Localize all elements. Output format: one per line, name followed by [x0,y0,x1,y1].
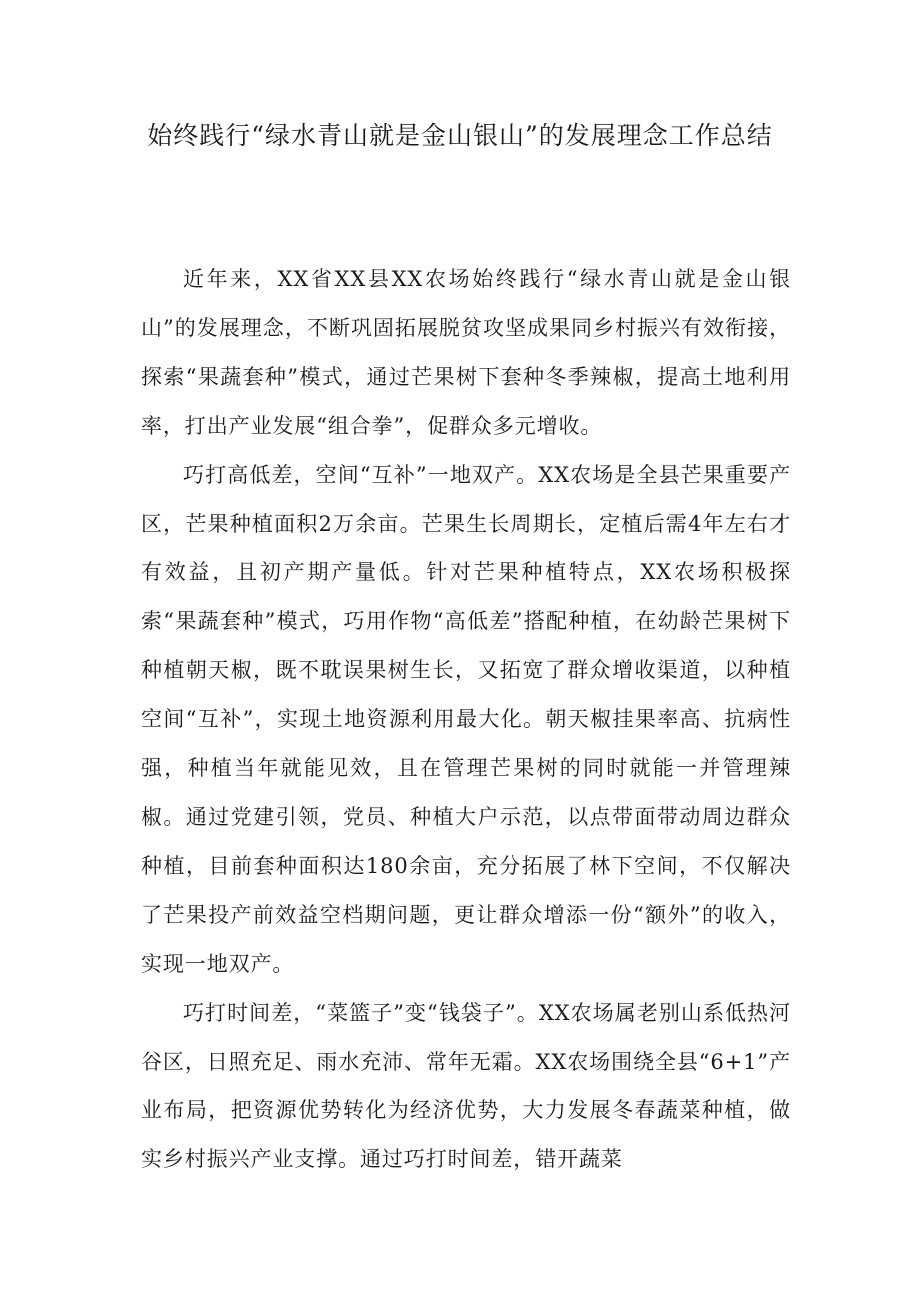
paragraph-intro: 近年来，XX省XX县XX农场始终践行“绿水青山就是金山银山”的发展理念，不断巩固拓展脱贫攻坚成果同乡村振兴有效衔接，探索“果蔬套种”模式，通过芒果树下套种冬季辣椒，提高土地利用率，打出产业发展“组合拳”，促群众多元增收。 [141,267,791,438]
document-body [141,255,791,1184]
paragraph-time-difference: 巧打时间差，“菜篮子”变“钱袋子”。XX农场属老别山系低热河谷区，日照充足、雨水充沛、常年无霜。XX农场围绕全县“6+1”产业布局，把资源优势转化为经济优势，大力发展冬春蔬菜种植，做实乡村振兴产业支撑。通过巧打时间差，错开蔬菜 [141,1000,791,1172]
paragraph-height-difference: 巧打高低差，空间“互补”一地双产。XX农场是全县芒果重要产区，芒果种植面积2万余亩。芒果生长周期长，定植后需4年左右才有效益，且初产期产量低。针对芒果种植特点，XX农场积极探索“果蔬套种”模式，巧用作物“高低差”搭配种植，在幼龄芒果树下种植朝天椒，既不耽误果树生长，又拓宽了群众增收渠道，以种植空间“互补”，实现土地资源利用最大化。朝天椒挂果率高、抗病性强，种植当年就能见效，且在管理芒果树的同时就能一并管理辣椒。通过党建引领，党员、种植大户示范，以点带面带动周边群众种植，目前套种面积达180余亩，充分拓展了林下空间，不仅解决了芒果投产前效益空档期问题，更让群众增添一份“额外”的收入，实现一地双产。 [141,462,791,976]
document-title: 始终践行“绿水青山就是金山银山”的发展理念工作总结 [147,121,773,150]
